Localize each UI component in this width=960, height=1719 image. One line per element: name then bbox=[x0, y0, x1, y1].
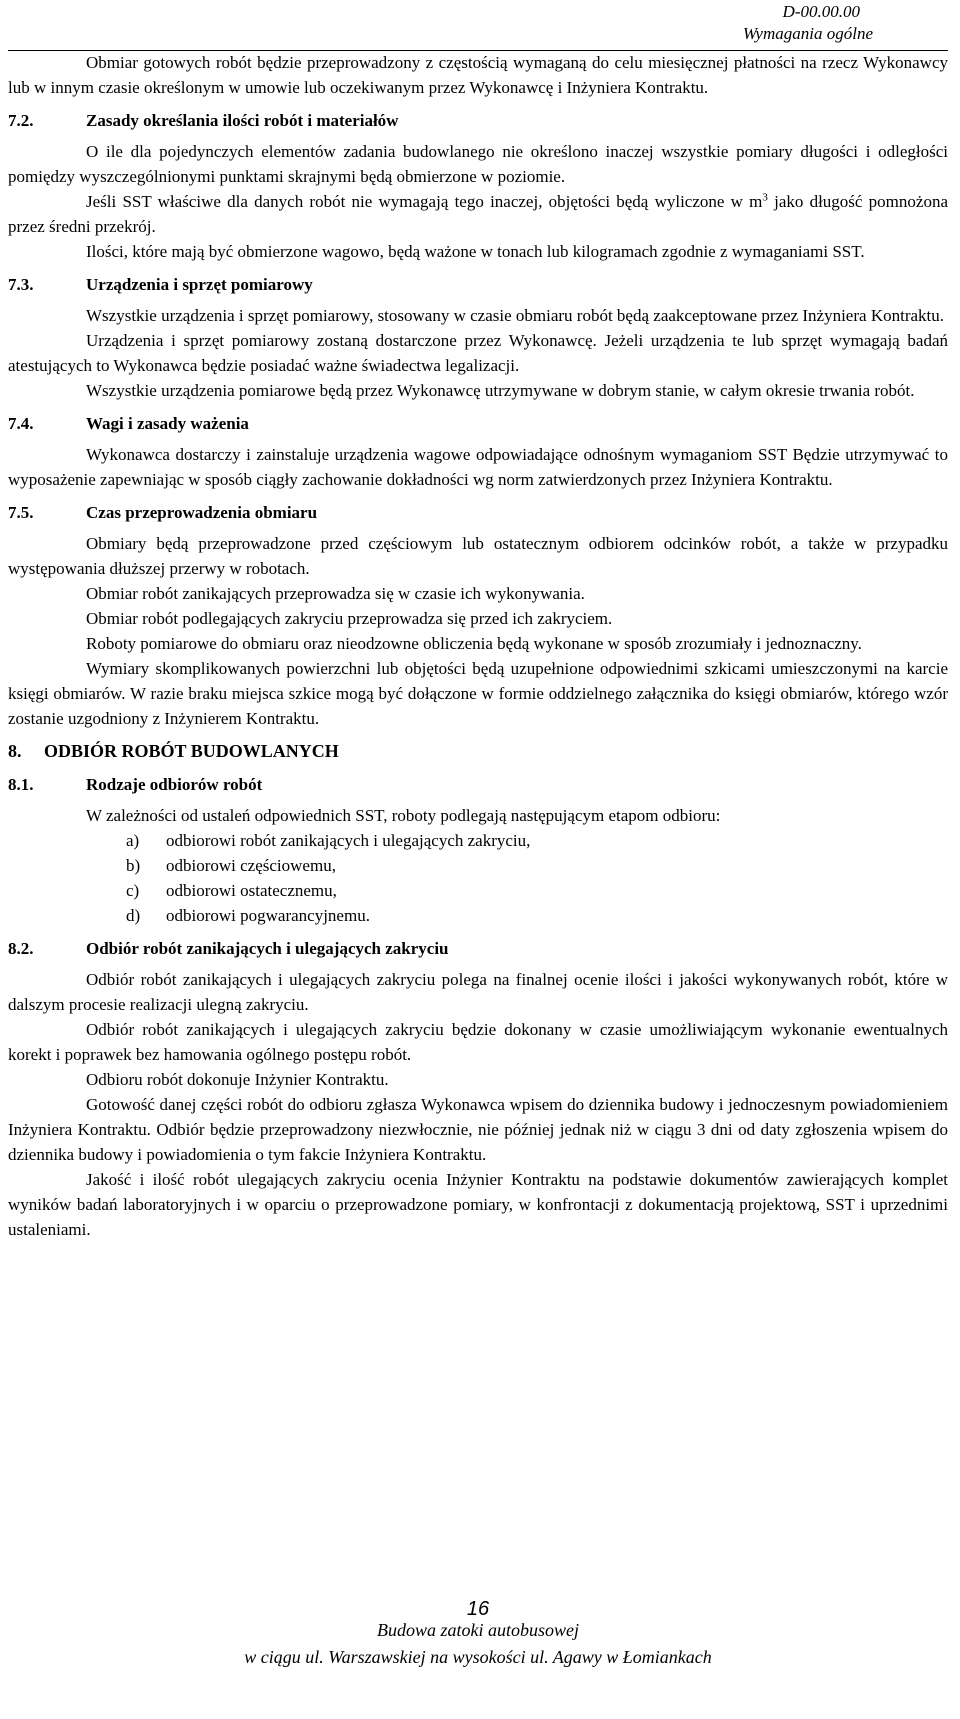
document-page bbox=[8, 0, 948, 1719]
paragraph: Roboty pomiarowe do obmiaru oraz nieodzowne obliczenia będą wykonane w sposób zrozumiały i jednoznaczny. bbox=[86, 634, 862, 653]
acceptance-stages-list bbox=[8, 828, 948, 928]
footer-line-1: Budowa zatoki autobusowej bbox=[377, 1620, 579, 1640]
paragraph: Wszystkie urządzenia pomiarowe będą przez Wykonawcę utrzymywane w dobrym stanie, w całym okresie trwania robót. bbox=[86, 381, 915, 400]
list-label: c) bbox=[126, 881, 140, 900]
list-text: odbiorowi pogwarancyjnemu. bbox=[166, 906, 370, 925]
paragraph: Obmiar robót podlegających zakryciu przeprowadza się przed ich zakryciem. bbox=[86, 609, 613, 628]
list-text: odbiorowi ostatecznemu, bbox=[166, 881, 337, 900]
paragraph: Odbiór robót zanikających i ulegających zakryciu będzie dokonany w czasie umożliwiającym wykonanie ewentualnych korekt i poprawek bez hamowania ogólnego postępu robót. bbox=[8, 1020, 948, 1064]
chapter-number: 8. bbox=[8, 741, 22, 761]
paragraph: Obmiar robót zanikających przeprowadza się w czasie ich wykonywania. bbox=[86, 584, 585, 603]
document-body bbox=[8, 50, 948, 1242]
list-item bbox=[8, 828, 948, 853]
list-text: odbiorowi częściowemu, bbox=[166, 856, 336, 875]
list-label: d) bbox=[126, 906, 141, 925]
paragraph: W zależności od ustaleń odpowiednich SST, roboty podlegają następującym etapom odbioru: bbox=[86, 806, 721, 825]
paragraph bbox=[8, 189, 948, 239]
page-number: 16 bbox=[466, 1598, 490, 1620]
section-8-1-heading bbox=[8, 772, 948, 797]
section-number: 7.3. bbox=[8, 275, 34, 294]
section-title: Urządzenia i sprzęt pomiarowy bbox=[86, 275, 313, 294]
paragraph: Obmiary będą przeprowadzone przed częściowym lub ostatecznym odbiorem odcinków robót, a także w przypadku występowania dłuższej przerwy w robotach. bbox=[8, 534, 948, 578]
list-label: a) bbox=[126, 831, 140, 850]
section-title: Wagi i zasady ważenia bbox=[86, 414, 249, 433]
superscript: 3 bbox=[762, 191, 768, 204]
section-number: 8.1. bbox=[8, 775, 34, 794]
paragraph: Gotowość danej części robót do odbioru zgłasza Wykonawca wpisem do dziennika budowy i jednoczesnym powiadomieniem Inżyniera Kontraktu. Odbiór będzie przeprowadzony niezwłocznie, nie później jednak niż w ciągu 3 dni od daty zgłoszenia wpisem do dziennika budowy i powiadomienia o tym fakcie Inżyniera Kontraktu. bbox=[8, 1095, 948, 1164]
intro-paragraph: Obmiar gotowych robót będzie przeprowadzony z częstością wymaganą do celu miesięcznej płatności na rzecz Wykonawcy lub w innym czasie określonym w umowie lub oczekiwanym przez Wykonawcę i Inżyniera Kontraktu. bbox=[8, 53, 948, 97]
paragraph: Odbiór robót zanikających i ulegających zakryciu polega na finalnej ocenie ilości i jakości wykonywanych robót, które w dalszym procesie realizacji ulegną zakryciu. bbox=[8, 970, 948, 1014]
paragraph: Odbioru robót dokonuje Inżynier Kontraktu. bbox=[86, 1070, 389, 1089]
paragraph: Wykonawca dostarczy i zainstaluje urządzenia wagowe odpowiadające odnośnym wymaganiom SST Będzie utrzymywać to wyposażenie zapewniając w sposób ciągły zachowanie dokładności wg norm zatwierdzonych przez Inżyniera Kontraktu. bbox=[8, 445, 948, 489]
section-title: Zasady określania ilości robót i materiałów bbox=[86, 111, 399, 130]
paragraph: Wymiary skomplikowanych powierzchni lub objętości będą uzupełnione odpowiednimi szkicami umieszczonymi na karcie księgi obmiarów. W razie braku miejsca szkice mogą być dołączone w formie oddzielnego załącznika do księgi obmiarów, którego wzór zostanie uzgodniony z Inżynierem Kontraktu. bbox=[8, 659, 948, 728]
section-7-2-heading bbox=[8, 108, 948, 133]
page-header bbox=[8, 0, 948, 51]
document-subtitle: Wymagania ogólne bbox=[742, 24, 873, 43]
list-item bbox=[8, 878, 948, 903]
list-label: b) bbox=[126, 856, 141, 875]
chapter-title: ODBIÓR ROBÓT BUDOWLANYCH bbox=[44, 741, 339, 761]
paragraph: Wszystkie urządzenia i sprzęt pomiarowy, stosowany w czasie obmiaru robót będą zaakceptowane przez Inżyniera Kontraktu. bbox=[86, 306, 944, 325]
list-text: odbiorowi robót zanikających i ulegających zakryciu, bbox=[166, 831, 531, 850]
list-item bbox=[8, 853, 948, 878]
footer-line-2: w ciągu ul. Warszawskiej na wysokości ul. Agawy w Łomiankach bbox=[244, 1647, 712, 1667]
section-8-2-heading bbox=[8, 936, 948, 961]
chapter-8-heading bbox=[8, 739, 948, 764]
paragraph: Jakość i ilość robót ulegających zakryciu ocenia Inżynier Kontraktu na podstawie dokumentów zawierających komplet wyników badań laboratoryjnych i w oparciu o przeprowadzone pomiary, w konfrontacji z dokumentacją projektową, SST i uprzednimi ustaleniami. bbox=[8, 1170, 948, 1239]
section-7-4-heading bbox=[8, 411, 948, 436]
section-7-5-heading bbox=[8, 500, 948, 525]
section-number: 7.4. bbox=[8, 414, 34, 433]
document-code: D-00.00.00 bbox=[782, 2, 860, 21]
section-number: 8.2. bbox=[8, 939, 34, 958]
section-title: Odbiór robót zanikających i ulegających zakryciu bbox=[86, 939, 449, 958]
list-item bbox=[8, 903, 948, 928]
section-7-3-heading bbox=[8, 272, 948, 297]
section-title: Rodzaje odbiorów robót bbox=[86, 775, 263, 794]
section-title: Czas przeprowadzenia obmiaru bbox=[86, 503, 318, 522]
paragraph-text: jako długość pomnożona przez średni przekrój. bbox=[8, 192, 948, 236]
section-number: 7.5. bbox=[8, 503, 34, 522]
paragraph: O ile dla pojedynczych elementów zadania budowlanego nie określono inaczej wszystkie pomiary długości i odległości pomiędzy wyszczególnionymi punktami skrajnymi będą obmierzone w poziomie. bbox=[8, 142, 948, 186]
paragraph: Ilości, które mają być obmierzone wagowo, będą ważone w tonach lub kilogramach zgodnie z wymaganiami SST. bbox=[86, 242, 865, 261]
paragraph: Urządzenia i sprzęt pomiarowy zostaną dostarczone przez Wykonawcę. Jeżeli urządzenia te lub sprzęt wymagają badań atestujących to Wykonawca będzie posiadać ważne świadectwa legalizacji. bbox=[8, 331, 948, 375]
section-number: 7.2. bbox=[8, 111, 34, 130]
paragraph-text: Jeśli SST właściwe dla danych robót nie wymagają tego inaczej, objętości będą wyliczone w m bbox=[86, 192, 763, 211]
